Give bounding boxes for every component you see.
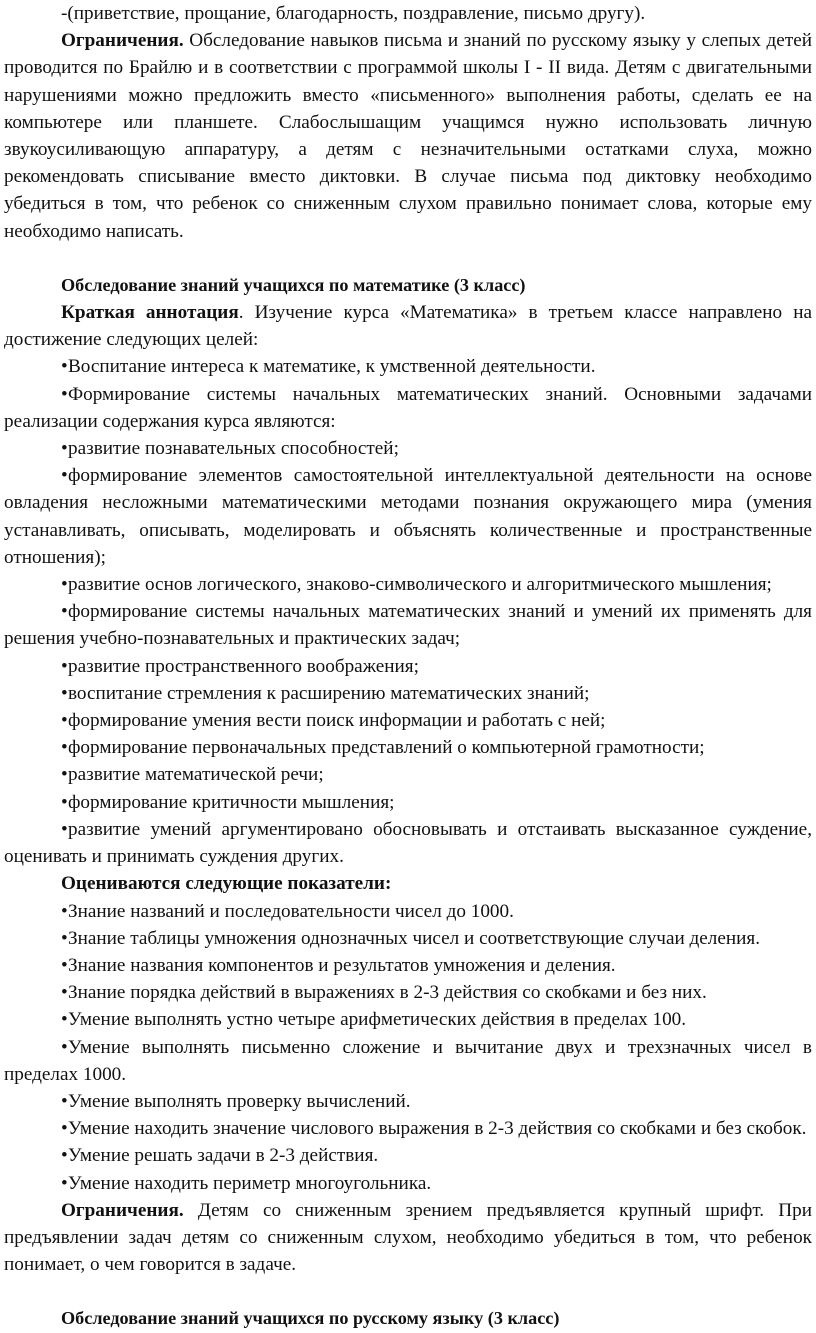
bullet-icon: •: [61, 737, 68, 759]
annotation-text: . Изучение курса «Математика» в третьем классе направлено на достижение следующих целей:: [4, 302, 812, 351]
list-item: [4, 707, 812, 734]
list-item: [4, 598, 812, 652]
bullet-icon: •: [61, 1090, 68, 1112]
list-item: [4, 353, 812, 380]
list-item-text: развитие математической речи;: [68, 764, 324, 786]
restrictions-paragraph-1: [4, 27, 812, 245]
restrictions-text: Детям со сниженным зрением предъявляется крупный шрифт. При предъявлении задач детям со сниженным слухом, необходимо убедиться в том, что ребенок понимает, о чем говорится в задаче.: [4, 1199, 812, 1276]
list-item: [4, 1006, 812, 1033]
bullet-icon: •: [61, 1009, 68, 1031]
list-item-text: формирование системы начальных математических знаний и умений их применять для решения учебно-познавательных и практических задач;: [4, 601, 812, 650]
bullet-icon: •: [61, 927, 68, 949]
list-item: [4, 734, 812, 761]
bullet-icon: •: [61, 1118, 68, 1140]
list-item-text: развитие умений аргументировано обосновывать и отстаивать высказанное суждение, оценивать и принимать суждения других.: [4, 818, 812, 868]
bullet-icon: •: [61, 655, 68, 677]
indicators-list: [4, 898, 812, 1197]
list-item: [4, 653, 812, 680]
annotation-paragraph: [4, 299, 812, 353]
spacer: [4, 245, 812, 272]
list-item: [4, 680, 812, 707]
restrictions-text: Обследование навыков письма и знаний по русскому языку у слепых детей проводится по Брайлю и в соответствии с программой школы I - II вида. Детям с двигательными нарушениями можно предложить вместо «письменного» выполнения работы, сделать ее на компьютере или планшете. Слабослышащим учащимся нужно использовать личную звукоусиливающую аппаратуру, а детям с незначительными остатками слуха, можно рекомендовать списывание вместо диктовки. В случае письма под диктовку необходимо убедиться в том, что ребенок со сниженным слухом правильно понимает слова, которые ему необходимо написать.: [4, 30, 812, 242]
bullet-icon: •: [61, 1036, 68, 1058]
bullet-icon: •: [61, 356, 68, 378]
list-item: [4, 816, 812, 870]
bullet-icon: •: [61, 982, 68, 1004]
list-item: [4, 1088, 812, 1115]
indicators-heading: Оцениваются следующие показатели:: [61, 873, 392, 895]
list-item-text: Знание названий и последовательности чисел до 1000.: [68, 900, 514, 922]
list-item-text: формирование умения вести поиск информации и работать с ней;: [68, 710, 606, 732]
list-item-text: Умение находить периметр многоугольника.: [68, 1172, 432, 1194]
bullet-icon: •: [61, 1145, 68, 1167]
list-item: [4, 1170, 812, 1197]
bullet-icon: •: [61, 465, 68, 487]
math-section-heading: Обследование знаний учащихся по математике (3 класс): [61, 274, 526, 295]
list-item-text: формирование элементов самостоятельной интеллектуальной деятельности на основе овладения несложными математическими методами познания окружающего мира (умения устанавливать, описывать, моделировать и объяснять количественные и пространственные отношения);: [4, 465, 812, 568]
bullet-icon: •: [61, 438, 68, 460]
list-item-text: воспитание стремления к расширению математических знаний;: [68, 682, 590, 704]
list-item-text: формирование первоначальных представлений о компьютерной грамотности;: [68, 737, 705, 759]
list-item: [4, 761, 812, 788]
list-item-text: Умение решать задачи в 2-3 действия.: [68, 1145, 379, 1167]
bullet-icon: •: [61, 383, 68, 405]
restrictions-paragraph-2: [4, 1197, 812, 1279]
restrictions-label: Ограничения.: [61, 1199, 184, 1221]
list-item: [4, 925, 812, 952]
list-item-text: Умение выполнять письменно сложение и вычитание двух и трехзначных чисел в пределах 1000.: [4, 1036, 812, 1085]
bullet-icon: •: [61, 900, 68, 922]
list-item-text: Умение находить значение числового выражения в 2-3 действия со скобками и без скобок.: [68, 1118, 807, 1140]
bullet-icon: •: [61, 954, 68, 976]
russian-section-heading: Обследование знаний учащихся по русскому языку (3 класс): [61, 1308, 560, 1329]
list-item-text: Умение выполнять устно четыре арифметических действия в пределах 100.: [68, 1009, 687, 1031]
bullet-icon: •: [61, 574, 68, 596]
bullet-icon: •: [61, 1172, 68, 1194]
list-item-text: Умение выполнять проверку вычислений.: [68, 1090, 411, 1112]
list-item-text: Знание названия компонентов и результатов умножения и деления.: [68, 954, 616, 976]
list-item: [4, 979, 812, 1006]
bullet-icon: •: [61, 682, 68, 704]
list-item: [4, 1115, 812, 1142]
bullet-icon: •: [61, 710, 68, 732]
spacer: [4, 1278, 812, 1305]
list-item-text: развитие основ логического, знаково-символического и алгоритмического мышления;: [68, 574, 772, 596]
list-item-text: развитие познавательных способностей;: [68, 438, 399, 460]
list-item: [4, 952, 812, 979]
intro-line: -(приветствие, прощание, благодарность, поздравление, письмо другу).: [61, 3, 646, 24]
bullet-icon: •: [61, 818, 68, 840]
list-item: [4, 435, 812, 462]
annotation-label: Краткая аннотация: [61, 302, 239, 324]
list-item: [4, 381, 812, 435]
list-item: [4, 1034, 812, 1088]
list-item-text: Формирование системы начальных математических знаний. Основными задачами реализации содержания курса являются:: [4, 383, 812, 432]
bullet-icon: •: [61, 764, 68, 786]
bullet-icon: •: [61, 791, 68, 813]
list-item: [4, 462, 812, 571]
list-item: [4, 571, 812, 598]
list-item: [4, 789, 812, 816]
list-item-text: формирование критичности мышления;: [68, 791, 395, 813]
goals-list: [4, 353, 812, 870]
list-item-text: развитие пространственного воображения;: [68, 655, 419, 677]
list-item: [4, 1142, 812, 1169]
bullet-icon: •: [61, 601, 68, 623]
list-item-text: Знание порядка действий в выражениях в 2-3 действия со скобками и без них.: [68, 982, 707, 1004]
list-item-text: Воспитание интереса к математике, к умственной деятельности.: [68, 356, 596, 378]
list-item-text: Знание таблицы умножения однозначных чисел и соответствующие случаи деления.: [68, 927, 761, 949]
restrictions-label: Ограничения.: [61, 30, 184, 52]
list-item: [4, 898, 812, 925]
